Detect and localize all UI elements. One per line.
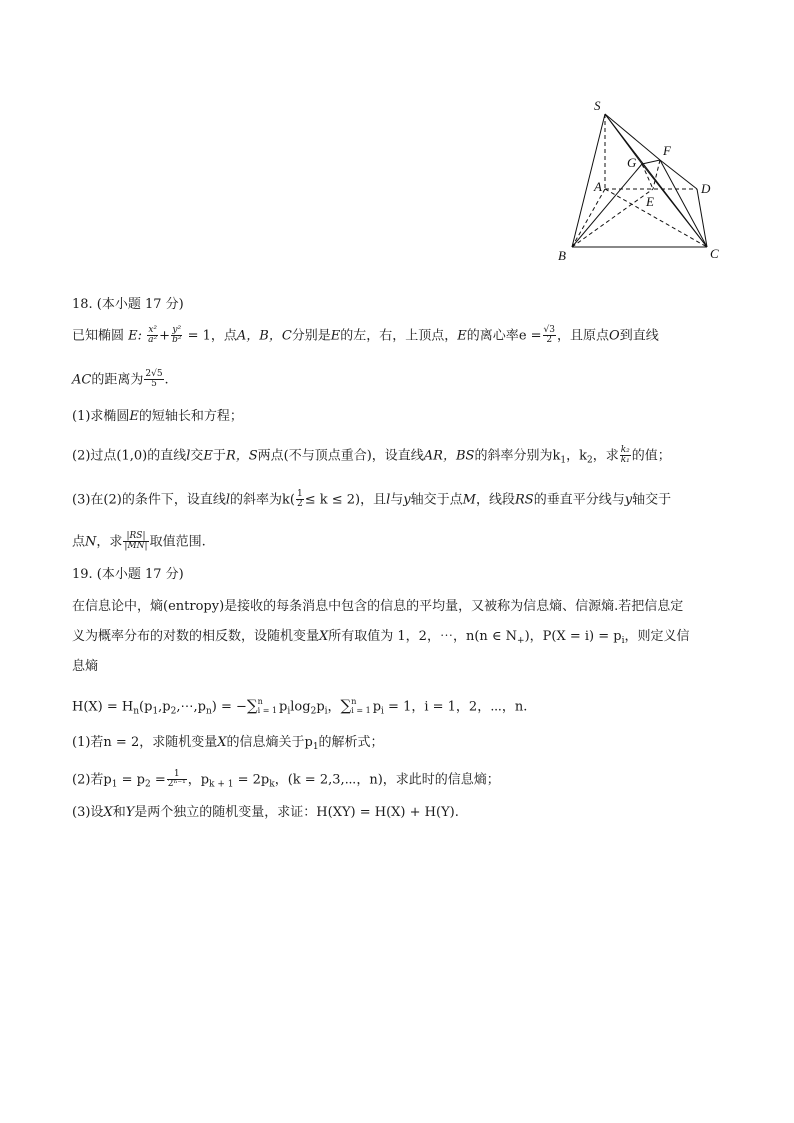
text: 两点(不与顶点重合)，设直线 (257, 448, 424, 464)
den: 5 (151, 379, 157, 390)
num: k₂ (620, 445, 630, 455)
sub: 2 (144, 779, 151, 790)
sub: i (287, 706, 291, 717)
label-G: G (627, 155, 637, 170)
var: E (203, 448, 213, 464)
sub: 2 (586, 455, 593, 466)
den: k₁ (620, 455, 630, 466)
den: 2ⁿ⁻¹ (167, 779, 186, 790)
sub: n (205, 706, 212, 717)
sigma: ∑ (246, 696, 258, 715)
den: 2 (296, 499, 303, 510)
fraction-x2-a2 (147, 326, 158, 346)
text: 的距离为 (91, 372, 144, 388)
text: = 1，i = 1，2，⋯，n. (383, 699, 528, 715)
text: ， (327, 699, 341, 715)
text: 的信息熵关于p (226, 735, 313, 750)
sub: k (269, 779, 275, 790)
num: y² (172, 325, 182, 335)
sub: 1 (560, 455, 567, 466)
fraction-distance (144, 370, 163, 390)
text: ，p (187, 772, 210, 788)
text: 于 (212, 448, 226, 464)
pyramid-figure (550, 92, 730, 267)
text: 是两个独立的随机变量，求证：H(XY) = H(X) + H(Y). (134, 805, 459, 820)
text: 交 (190, 448, 204, 464)
text: p (372, 699, 382, 715)
label-E: E (646, 194, 654, 209)
var: R，S (225, 448, 258, 464)
text: log (290, 699, 311, 715)
var: RS (515, 492, 534, 508)
text: 分别是 (291, 328, 331, 344)
ellipse-name: E: (128, 328, 143, 344)
text: H(X) = H (72, 699, 134, 715)
num: 1 (296, 489, 303, 499)
var: O (609, 328, 620, 344)
q19-part1 (72, 736, 722, 752)
text: ，求 (592, 448, 619, 464)
sub: i (621, 636, 625, 646)
sigma-limits (258, 698, 277, 716)
text: 和 (112, 805, 126, 820)
var: AR，BS (423, 448, 475, 464)
var: X (103, 805, 113, 820)
text: 的值； (631, 448, 671, 464)
fraction-k2-k1 (620, 446, 631, 466)
var: E (129, 409, 139, 424)
text: ≤ k ≤ 2)，且 (304, 492, 387, 508)
sub: + (517, 636, 525, 646)
fraction-one-over-pow (167, 770, 187, 790)
text: (1)若n = 2，求随机变量 (72, 735, 218, 750)
text: 所有取值为 1，2，⋯，n(n ∈ N (328, 629, 518, 644)
q19-line1: 在信息论中，熵(entropy)是接收的每条消息中包含的信息的平均量，又被称为信息熵、信源熵.若把信息定 (72, 599, 684, 614)
text: 点 (72, 534, 86, 550)
text: ,⋯,p (176, 699, 206, 715)
lower: i = 1 (257, 705, 278, 715)
text: 轴交于点 (410, 492, 463, 508)
q19-part3 (72, 806, 722, 819)
sub: i (381, 706, 384, 717)
label-S: S (594, 98, 601, 113)
var: N (85, 534, 97, 550)
q19-part2 (72, 770, 722, 790)
var: X (319, 629, 329, 644)
text: ，线段 (475, 492, 515, 508)
var: l (186, 448, 191, 464)
plus: + (159, 328, 171, 344)
text: (1)求椭圆 (72, 409, 130, 424)
sigma: ∑ (340, 696, 352, 715)
var: E (330, 328, 341, 344)
label-A: A (594, 179, 602, 194)
q18-part3 (72, 490, 722, 510)
text: ，且原点 (557, 328, 610, 344)
text: = p (117, 772, 145, 788)
text: (3)在(2)的条件下，设直线 (72, 492, 226, 508)
q19-heading: 19. (本小题 17 分) (72, 567, 184, 582)
text: ，则定义信 (624, 629, 690, 644)
text: ,p (158, 699, 171, 715)
text: ，(k = 2,3,⋯，n)，求此时的信息熵； (274, 772, 500, 788)
num: x² (148, 325, 157, 335)
text: 与 (390, 492, 404, 508)
sub: i (324, 706, 328, 717)
var: l (386, 492, 391, 508)
var: E (457, 328, 467, 344)
q18-part2 (72, 446, 722, 466)
var: X (217, 735, 227, 750)
den: |MN| (124, 541, 148, 552)
text: (3)设 (72, 805, 104, 820)
var: l (225, 492, 231, 508)
sigma-limits (351, 698, 370, 716)
q18-part1 (72, 410, 722, 423)
label-D: D (701, 181, 711, 196)
fraction-rs-mn (123, 532, 148, 552)
q19-line3: 息熵 (72, 659, 99, 674)
den: b² (172, 335, 182, 346)
text: ) = − (211, 699, 247, 715)
text: (2)若p (72, 772, 112, 788)
text: ，k (566, 448, 587, 464)
text: 的斜率为k( (230, 492, 295, 508)
text: 取值范围. (149, 534, 206, 550)
var: Y (125, 805, 135, 820)
text: 的左，右，上顶点， (340, 328, 458, 344)
text: (2)过点(1,0)的直线 (72, 448, 187, 464)
q18-line1 (72, 326, 722, 346)
label-C: C (710, 246, 719, 261)
points: A，B，C (236, 328, 292, 344)
fraction-half (296, 490, 304, 510)
q19-line2 (72, 630, 722, 646)
upper: n (257, 697, 263, 706)
text: 义为概率分布的对数的相反数，设随机变量 (72, 629, 320, 644)
den: a² (148, 335, 158, 346)
text: 的短轴长和方程； (138, 409, 243, 424)
num: 2√5 (145, 369, 163, 379)
sub: 2 (170, 706, 177, 717)
text: p (316, 699, 325, 715)
sub: 1 (111, 779, 118, 790)
lower: i = 1 (351, 705, 371, 715)
upper: n (351, 697, 357, 706)
text: 到直线 (619, 328, 659, 344)
var: M (462, 492, 476, 508)
text: (p (139, 699, 153, 715)
sub: 1 (312, 742, 319, 752)
num: |RS| (123, 532, 148, 542)
q18-line2 (72, 370, 722, 390)
sub: k + 1 (209, 779, 234, 790)
text: = 1，点 (187, 328, 237, 344)
q19-entropy-formula (72, 698, 722, 716)
num: 1 (167, 770, 187, 780)
label-B: B (558, 248, 566, 263)
text: p (279, 699, 288, 715)
den: 2 (546, 335, 553, 346)
sub: n (133, 706, 140, 717)
sub: 2 (310, 706, 317, 717)
text: 的离心率 (466, 328, 519, 344)
var: y (403, 492, 411, 508)
text: = (150, 772, 166, 788)
text: 的解析式； (318, 735, 384, 750)
fraction-y2-b2 (171, 326, 182, 346)
sub: 1 (152, 706, 159, 717)
text: 轴交于 (632, 492, 672, 508)
eq: e = (518, 328, 542, 344)
label-F: F (663, 143, 671, 158)
text: . (164, 372, 169, 388)
q18-heading: 18. (本小题 17 分) (72, 297, 184, 312)
text: 的垂直平分线与 (533, 492, 625, 508)
var: y (624, 492, 633, 508)
fraction-sqrt3-2 (543, 326, 556, 346)
text: )，P(X = i) = p (524, 629, 622, 644)
pyramid-diagram (550, 92, 730, 267)
text: ，求 (96, 534, 123, 550)
var: AC (72, 372, 92, 388)
text: = 2p (233, 772, 270, 788)
text: 的斜率分别为k (474, 448, 561, 464)
num: √3 (543, 325, 555, 335)
text: 已知椭圆 (72, 328, 125, 344)
q18-part3-cont (72, 532, 722, 552)
